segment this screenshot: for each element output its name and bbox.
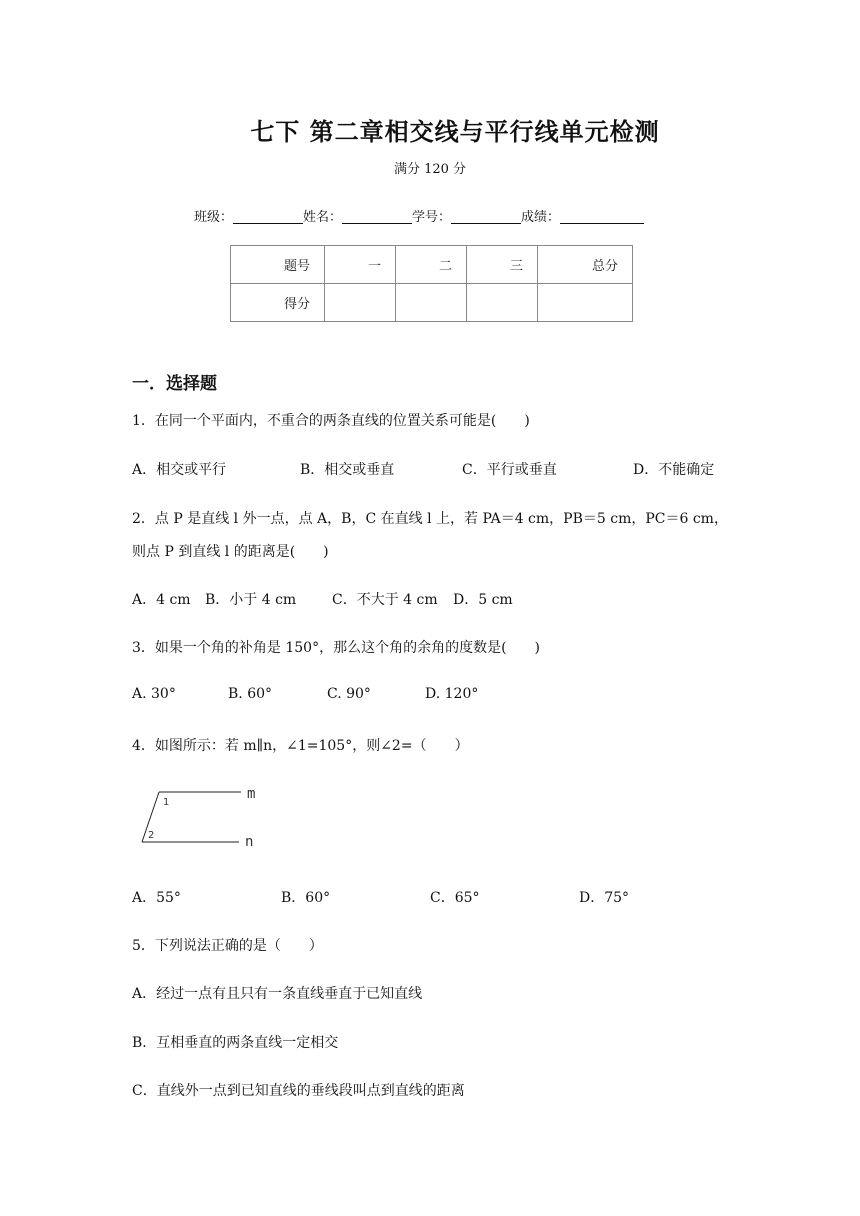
page-subtitle: 满分 120 分 (393, 162, 467, 177)
angle-1-label: 1 (163, 797, 170, 808)
question-1-option-a: A．相交或平行 (132, 462, 227, 478)
question-2-option-b: B．小于 4 cm (205, 592, 297, 608)
question-1-option-b: B．相交或垂直 (300, 462, 395, 478)
question-4-stem: 4．如图所示：若 m∥n，∠1=105°，则∠2=（ ） (132, 738, 469, 754)
header-cell-part-2: 二 (396, 246, 467, 284)
header-cell-part-3: 三 (467, 246, 538, 284)
student-info-line (194, 206, 644, 225)
class-blank (233, 209, 303, 224)
name-blank (342, 209, 412, 224)
question-3-option-d: D. 120° (425, 686, 479, 702)
score-blank (560, 209, 644, 224)
id-label: 学号： (412, 210, 452, 225)
question-2-stem-line-2: 则点 P 到直线 l 的距离是( ) (132, 544, 329, 560)
question-4-option-a: A．55° (132, 890, 181, 906)
name-label: 姓名： (303, 210, 343, 225)
score-cell-part-3 (467, 284, 538, 322)
line-m-label: m (247, 786, 256, 802)
parallel-lines-figure (135, 782, 270, 850)
question-4-option-d: D．75° (579, 890, 630, 906)
score-cell-part-2 (396, 284, 467, 322)
score-table (230, 245, 633, 322)
score-row-label: 得分 (231, 284, 325, 322)
question-3-option-c: C. 90° (327, 686, 371, 702)
question-1-option-c: C．平行或垂直 (462, 462, 557, 478)
score-cell-total (538, 284, 633, 322)
angle-2-label: 2 (148, 830, 155, 841)
question-5-option-a: A．经过一点有且只有一条直线垂直于已知直线 (132, 986, 423, 1002)
score-table-header-row (231, 246, 633, 284)
question-2-option-d: D．5 cm (453, 592, 513, 608)
page-title: 七下 第二章相交线与平行线单元检测 (250, 117, 660, 146)
score-label: 成绩： (521, 210, 561, 225)
question-2-option-c: C．不大于 4 cm (332, 592, 438, 608)
line-n-label: n (245, 834, 254, 850)
score-table-score-row (231, 284, 633, 322)
question-4-option-b: B．60° (281, 890, 331, 906)
question-5-stem: 5．下列说法正确的是（ ） (132, 938, 323, 954)
header-cell-total: 总分 (538, 246, 633, 284)
score-cell-part-1 (325, 284, 396, 322)
question-2-option-a: A．4 cm (132, 592, 191, 608)
question-5-option-c: C．直线外一点到已知直线的垂线段叫点到直线的距离 (132, 1083, 465, 1099)
question-1-stem: 1．在同一个平面内，不重合的两条直线的位置关系可能是( ) (132, 413, 530, 429)
question-5-option-b: B．互相垂直的两条直线一定相交 (132, 1035, 339, 1051)
header-cell-part-1: 一 (325, 246, 396, 284)
question-4-option-c: C．65° (430, 890, 480, 906)
question-1-option-d: D．不能确定 (633, 462, 715, 478)
header-cell-question-no: 题号 (231, 246, 325, 284)
question-3-option-a: A. 30° (132, 686, 176, 702)
section-title: 一．选择题 (132, 374, 217, 394)
id-blank (451, 209, 521, 224)
class-label: 班级： (194, 210, 234, 225)
question-3-option-b: B. 60° (228, 686, 273, 702)
question-2-stem-line-1: 2．点 P 是直线 l 外一点，点 A，B，C 在直线 l 上，若 PA＝4 cm，PB＝5 cm，PC＝6 cm， (132, 511, 728, 527)
question-3-stem: 3．如果一个角的补角是 150°，那么这个角的余角的度数是( ) (132, 640, 541, 656)
